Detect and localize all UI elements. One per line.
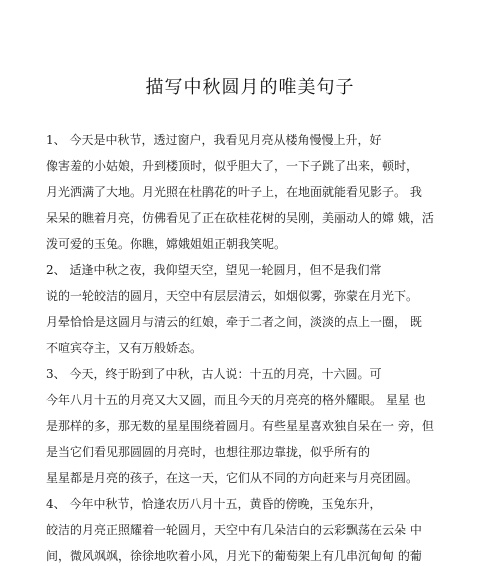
text-line: 4、 今年中秋节，恰逢农历八月十五，黄昏的傍晚，玉兔东升， [46, 497, 382, 511]
text-line: 间，微风飒飒，徐徐地吹着小风，月光下的葡萄架上有几串沉甸甸 的葡 [46, 549, 422, 563]
text-line: 2、 适逢中秋之夜，我仰望天空，望见一轮圆月，但不是我们常 [46, 263, 382, 277]
text-line: 星星都是月亮的孩子，在这一天，它们从不同的方向赶来与月亮团圆。 [46, 471, 419, 485]
text-line: 月光洒满了大地。月光照在杜鹃花的叶子上，在地面就能看见影子。 我 [46, 185, 422, 199]
text-line: 是那样的多，那无数的星星围绕着圆月。有些星星喜欢独自呆在一 旁，但 [46, 419, 434, 433]
text-line: 今年八月十五的月亮又大又圆，而且今天的月亮亮的格外耀眼。 星星 也 [46, 393, 426, 407]
text-line: 1、 今天是中秋节，透过窗户，我看见月亮从楼角慢慢上升，好 [46, 133, 382, 147]
text-line: 皎洁的月亮正照耀着一轮圆月，天空中有几朵洁白的云彩飘荡在云朵 中 [46, 523, 422, 537]
document-title: 描写中秋圆月的唯美句子 [145, 77, 355, 98]
text-line: 泼可爱的玉兔。你瞧，嫦娥姐姐正朝我笑呢。 [46, 237, 287, 251]
text-line: 月晕恰恰是这圆月与清云的红娘，牵于二者之间，淡淡的点上一圈， 既 [46, 315, 422, 329]
text-line: 不喧宾夺主，又有万般娇态。 [46, 341, 203, 355]
text-line: 是当它们看见那圆圆的月亮时，也想往那边靠拢，似乎所有的 [46, 445, 371, 459]
paragraph-4 [46, 491, 454, 566]
document-body [46, 127, 454, 566]
paragraph-2 [46, 257, 454, 361]
text-line: 呆呆的瞧着月亮，仿佛看见了正在砍桂花树的吴刚，美丽动人的嫦 娥，活 [46, 211, 434, 225]
text-line: 说的一轮皎洁的圆月，天空中有层层清云，如烟似雾，弥蒙在月光下。 [46, 289, 419, 303]
paragraph-1 [46, 127, 454, 257]
paragraph-3 [46, 361, 454, 491]
text-line: 3、 今天，终于盼到了中秋，古人说：十五的月亮，十六圆。可 [46, 367, 382, 381]
text-line: 像害羞的小姑娘，升到楼顶时，似乎胆大了，一下子跳了出来，顿时， [46, 159, 419, 173]
